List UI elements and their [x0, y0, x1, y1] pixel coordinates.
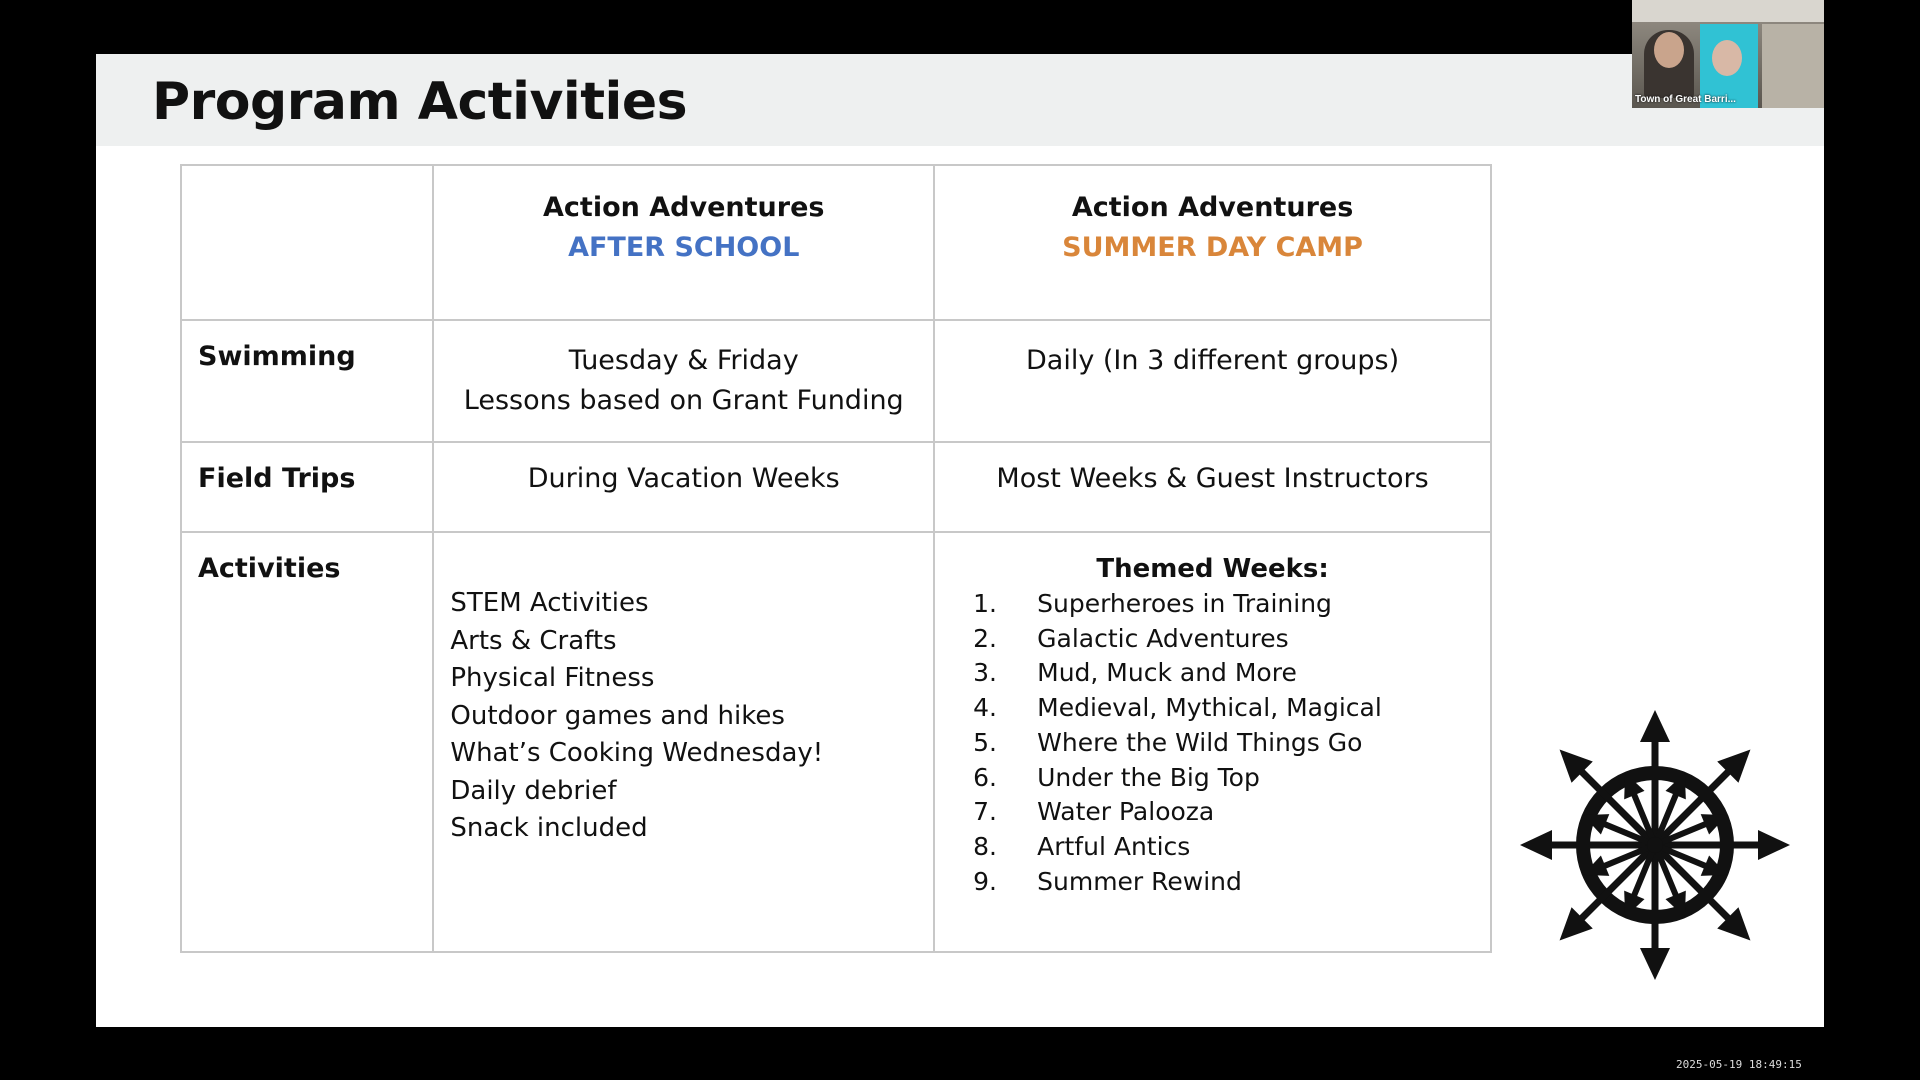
list-item: [973, 622, 1490, 657]
activities-row: [181, 532, 1491, 952]
list-number: 8.: [973, 831, 997, 861]
list-item: What’s Cooking Wednesday!: [450, 738, 824, 768]
table-header-row: [181, 165, 1491, 320]
list-item: [973, 830, 1490, 865]
video-ceiling: [1632, 0, 1824, 22]
list-item: [973, 865, 1490, 900]
list-item: [973, 761, 1490, 796]
compass-star-icon: [1520, 710, 1790, 980]
summer-camp-label: SUMMER DAY CAMP: [1062, 232, 1363, 263]
list-text: Where the Wild Things Go: [1037, 727, 1363, 757]
list-number: 3.: [973, 658, 997, 688]
list-item: STEM Activities: [450, 588, 649, 618]
field-trips-label: Field Trips: [181, 442, 433, 532]
list-number: 9.: [973, 866, 997, 896]
summer-camp-program-name: Action Adventures: [1071, 192, 1354, 223]
slide-title: Program Activities: [152, 72, 688, 132]
list-item: [973, 795, 1490, 830]
presentation-slide: [96, 54, 1824, 1027]
themed-weeks-heading: Themed Weeks:: [1096, 554, 1329, 584]
program-activities-table: [180, 164, 1492, 953]
list-item: Physical Fitness: [450, 663, 655, 693]
title-band: [96, 54, 1824, 146]
list-item: Daily debrief: [450, 775, 617, 806]
participant-label: Town of Great Barri...: [1635, 94, 1736, 105]
participant-face: [1712, 40, 1742, 76]
after-school-activities-list: [434, 533, 933, 848]
after-school-program-name: Action Adventures: [543, 192, 825, 223]
field-trips-after-school-cell: During Vacation Weeks: [433, 442, 934, 532]
list-number: 6.: [973, 762, 997, 792]
participant-face: [1654, 32, 1684, 68]
field-trips-row: [181, 442, 1491, 532]
after-school-label: AFTER SCHOOL: [568, 232, 800, 263]
themed-weeks-list: [935, 587, 1490, 899]
activities-label: Activities: [181, 532, 433, 952]
swimming-after-school-cell: [433, 320, 934, 442]
list-number: 7.: [973, 797, 997, 827]
swimming-after-school-line1: Tuesday & Friday: [568, 345, 799, 376]
list-text: Medieval, Mythical, Magical: [1037, 693, 1382, 723]
participant-tile: [1762, 24, 1824, 108]
list-text: Under the Big Top: [1037, 762, 1260, 792]
field-trips-summer-cell: Most Weeks & Guest Instructors: [934, 442, 1491, 532]
list-text: Galactic Adventures: [1037, 623, 1289, 653]
list-number: 5.: [973, 727, 997, 757]
activities-after-school-cell: [433, 532, 934, 952]
swimming-summer-cell: Daily (In 3 different groups): [934, 320, 1491, 442]
list-number: 2.: [973, 623, 997, 653]
list-text: Mud, Muck and More: [1037, 658, 1297, 688]
list-item: Arts & Crafts: [450, 625, 617, 656]
after-school-header: [433, 165, 934, 320]
list-text: Water Palooza: [1037, 797, 1215, 827]
list-item: [973, 587, 1490, 622]
list-text: Superheroes in Training: [1037, 589, 1332, 618]
video-call-thumbnail[interactable]: [1632, 0, 1824, 108]
swimming-after-school-line2: Lessons based on Grant Funding: [463, 385, 904, 416]
table-corner-cell: [181, 165, 433, 320]
list-item: [973, 691, 1490, 726]
list-number: 1.: [973, 589, 997, 618]
summer-camp-header: [934, 165, 1491, 320]
list-item: [973, 726, 1490, 761]
activities-summer-cell: [934, 532, 1491, 952]
list-number: 4.: [973, 693, 997, 723]
list-text: Summer Rewind: [1037, 866, 1242, 896]
list-item: Outdoor games and hikes: [450, 700, 785, 731]
swimming-row: [181, 320, 1491, 442]
list-text: Artful Antics: [1037, 831, 1191, 861]
swimming-label: Swimming: [181, 320, 433, 442]
recording-timestamp: 2025-05-19 18:49:15: [1676, 1058, 1802, 1071]
list-item: Snack included: [450, 813, 648, 843]
list-item: [973, 656, 1490, 691]
